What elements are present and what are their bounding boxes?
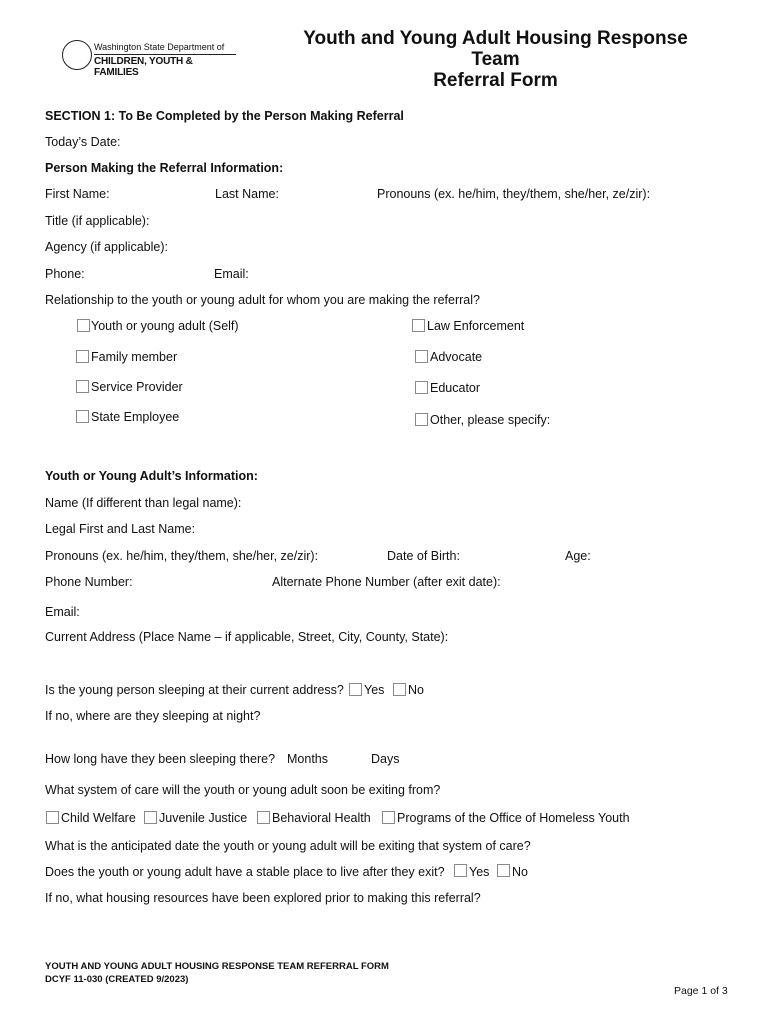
relationship-state-employee-label: State Employee: [91, 410, 180, 424]
footer-form-title: YOUTH AND YOUNG ADULT HOUSING RESPONSE TEAM REFERRAL FORM: [45, 961, 389, 972]
relationship-advocate-checkbox[interactable]: [415, 350, 428, 363]
referrer-agency-label: Agency (if applicable):: [45, 240, 168, 254]
days-label: Days: [371, 752, 400, 766]
relationship-educator-label: Educator: [430, 381, 481, 395]
system-child-welfare-label: Child Welfare: [61, 811, 136, 825]
relationship-family-checkbox[interactable]: [76, 350, 89, 363]
page-number: Page 1 of 3: [674, 985, 728, 997]
youth-name-label: Name (If different than legal name):: [45, 496, 242, 510]
relationship-self-label: Youth or young adult (Self): [91, 319, 239, 333]
months-label: Months: [287, 752, 328, 766]
section1-heading: SECTION 1: To Be Completed by the Person Making Referral: [45, 109, 404, 123]
youth-alt-phone-label: Alternate Phone Number (after exit date):: [272, 575, 501, 589]
stable-no-checkbox[interactable]: [497, 864, 510, 877]
youth-legal-name-label: Legal First and Last Name:: [45, 522, 196, 536]
title-line-1: Youth and Young Adult Housing Response: [303, 28, 688, 49]
relationship-state-employee-checkbox[interactable]: [76, 410, 89, 423]
stable-question: Does the youth or young adult have a stable place to live after they exit?: [45, 865, 445, 879]
stable-no-label: No: [512, 865, 528, 879]
relationship-question: Relationship to the youth or young adult for whom you are making the referral?: [45, 293, 480, 307]
sleeping-yes-checkbox[interactable]: [349, 683, 362, 696]
system-juvenile-justice-label: Juvenile Justice: [159, 811, 248, 825]
sleeping-where-label: If no, where are they sleeping at night?: [45, 709, 261, 723]
system-ohy-label: Programs of the Office of Homeless Youth: [397, 811, 630, 825]
todays-date-label: Today’s Date:: [45, 135, 121, 149]
relationship-educator-checkbox[interactable]: [415, 381, 428, 394]
youth-address-label: Current Address (Place Name – if applicable, Street, City, County, State):: [45, 630, 449, 644]
logo-line-1: Washington State Department of: [94, 42, 225, 52]
system-behavioral-health-label: Behavioral Health: [272, 811, 371, 825]
referrer-email-label: Email:: [214, 267, 249, 281]
form-title: [268, 28, 723, 91]
system-child-welfare-checkbox[interactable]: [46, 811, 59, 824]
sleeping-question: Is the young person sleeping at their current address?: [45, 683, 344, 697]
youth-pronouns-label: Pronouns (ex. he/him, they/them, she/her, ze/zir):: [45, 549, 319, 563]
title-line-2: Team: [471, 49, 520, 70]
exit-date-question: What is the anticipated date the youth or young adult will be exiting that system of care?: [45, 839, 531, 853]
youth-email-label: Email:: [45, 605, 80, 619]
dcyf-seal-icon: [62, 40, 92, 70]
logo-line-2: CHILDREN, YOUTH & FAMILIES: [94, 56, 193, 78]
logo-divider: [94, 54, 236, 55]
dcyf-logo: [62, 40, 237, 78]
relationship-law-enforcement-checkbox[interactable]: [412, 319, 425, 332]
referrer-last-name-label: Last Name:: [215, 187, 279, 201]
system-question: What system of care will the youth or young adult soon be exiting from?: [45, 783, 441, 797]
referrer-heading: Person Making the Referral Information:: [45, 161, 284, 175]
relationship-provider-label: Service Provider: [91, 380, 183, 394]
system-behavioral-health-checkbox[interactable]: [257, 811, 270, 824]
relationship-self-checkbox[interactable]: [77, 319, 90, 332]
relationship-other-checkbox[interactable]: [415, 413, 428, 426]
footer-form-number: DCYF 11-030 (CREATED 9/2023): [45, 974, 189, 985]
sleeping-no-checkbox[interactable]: [393, 683, 406, 696]
sleeping-yes-label: Yes: [364, 683, 385, 697]
youth-dob-label: Date of Birth:: [387, 549, 460, 563]
relationship-provider-checkbox[interactable]: [76, 380, 89, 393]
relationship-advocate-label: Advocate: [430, 350, 483, 364]
referrer-title-label: Title (if applicable):: [45, 214, 150, 228]
how-long-label: How long have they been sleeping there?: [45, 752, 276, 766]
relationship-other-label: Other, please specify:: [430, 413, 551, 427]
referrer-first-name-label: First Name:: [45, 187, 110, 201]
relationship-law-enforcement-label: Law Enforcement: [427, 319, 525, 333]
stable-yes-checkbox[interactable]: [454, 864, 467, 877]
youth-heading: Youth or Young Adult’s Information:: [45, 469, 258, 483]
youth-age-label: Age:: [565, 549, 591, 563]
youth-phone-label: Phone Number:: [45, 575, 133, 589]
title-line-3: Referral Form: [433, 70, 558, 91]
system-juvenile-justice-checkbox[interactable]: [144, 811, 157, 824]
sleeping-no-label: No: [408, 683, 424, 697]
referrer-phone-label: Phone:: [45, 267, 85, 281]
relationship-family-label: Family member: [91, 350, 178, 364]
stable-yes-label: Yes: [469, 865, 490, 879]
system-ohy-checkbox[interactable]: [382, 811, 395, 824]
resources-question: If no, what housing resources have been explored prior to making this referral?: [45, 891, 481, 905]
referrer-pronouns-label: Pronouns (ex. he/him, they/them, she/her, ze/zir):: [377, 187, 651, 201]
